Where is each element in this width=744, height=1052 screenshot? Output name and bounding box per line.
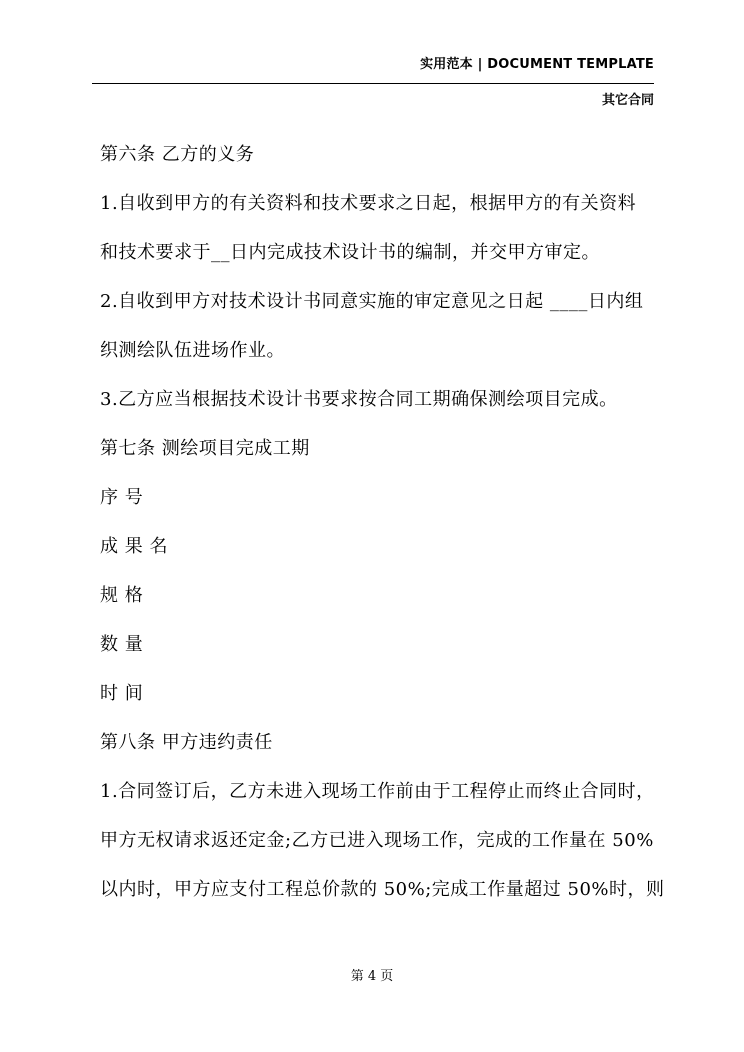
body-line: 1.自收到甲方的有关资料和技术要求之日起，根据甲方的有关资料 xyxy=(100,193,637,214)
body-line: 甲方无权请求返还定金;乙方已进入现场工作，完成的工作量在 50% xyxy=(100,830,654,851)
header-category: 其它合同 xyxy=(601,93,654,108)
article-6-heading: 第六条 乙方的义务 xyxy=(100,144,255,165)
header-divider xyxy=(92,83,654,84)
field-serial-number: 序 号 xyxy=(100,487,144,508)
article-7-heading: 第七条 测绘项目完成工期 xyxy=(100,438,310,459)
page-header xyxy=(0,0,744,110)
body-line: 织测绘队伍进场作业。 xyxy=(100,340,285,361)
field-time: 时 间 xyxy=(100,683,144,704)
field-result-name: 成 果 名 xyxy=(100,536,168,557)
article-8-heading: 第八条 甲方违约责任 xyxy=(100,732,273,753)
header-title: 实用范本 | DOCUMENT TEMPLATE xyxy=(420,57,654,72)
field-specification: 规 格 xyxy=(100,585,144,606)
body-line: 1.合同签订后，乙方未进入现场工作前由于工程停止而终止合同时， xyxy=(100,781,655,802)
page-number: 第 4 页 xyxy=(350,969,394,984)
body-line: 2.自收到甲方对技术设计书同意实施的审定意见之日起 ____日内组 xyxy=(100,291,644,312)
body-line: 3.乙方应当根据技术设计书要求按合同工期确保测绘项目完成。 xyxy=(100,389,618,410)
document-body xyxy=(100,130,665,914)
field-quantity: 数 量 xyxy=(100,634,144,655)
body-line: 和技术要求于__日内完成技术设计书的编制，并交甲方审定。 xyxy=(100,242,600,263)
body-line: 以内时，甲方应支付工程总价款的 50%;完成工作量超过 50%时，则 xyxy=(100,879,665,900)
